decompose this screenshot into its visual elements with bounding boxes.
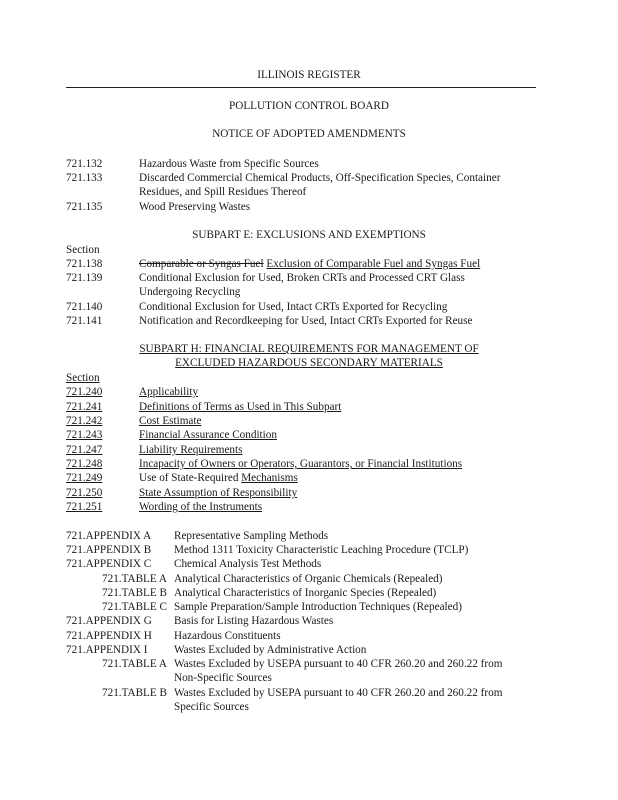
table-label: 721.TABLE C [102, 601, 167, 613]
appendix-title: Chemical Analysis Test Methods [174, 558, 322, 570]
section-title: Conditional Exclusion for Used, Broken CRTs and Processed CRT Glass [139, 272, 465, 284]
appendix-label: 721.APPENDIX C [66, 558, 152, 570]
section-number: 721.251 [66, 501, 103, 513]
table-title-line2: Specific Sources [174, 701, 249, 713]
section-title-plain: Use of State-Required [139, 472, 242, 484]
section-title: Applicability [139, 386, 199, 398]
section-number: 721.249 [66, 472, 103, 484]
appendix-title: Representative Sampling Methods [174, 530, 329, 542]
section-number: 721.135 [66, 201, 103, 213]
section-number: 721.138 [66, 258, 103, 270]
table-title: Analytical Characteristics of Inorganic Species (Repealed) [174, 587, 437, 599]
section-number: 721.140 [66, 301, 103, 313]
section-title: Wood Preserving Wastes [139, 201, 251, 213]
section-number: 721.247 [66, 444, 103, 456]
appendix-label: 721.APPENDIX G [66, 615, 152, 627]
table-title: Wastes Excluded by USEPA pursuant to 40 CFR 260.20 and 260.22 from [174, 687, 503, 699]
inserted-text: Mechanisms [241, 472, 298, 484]
table-label: 721.TABLE B [102, 587, 167, 599]
section-title: Incapacity of Owners or Operators, Guarantors, or Financial Institutions [139, 458, 463, 470]
table-label: 721.TABLE A [102, 573, 167, 585]
appendix-title: Hazardous Constituents [174, 630, 281, 642]
section-number: 721.139 [66, 272, 103, 284]
table-title: Analytical Characteristics of Organic Chemicals (Repealed) [174, 573, 443, 585]
subpart-h-heading: SUBPART H: FINANCIAL REQUIREMENTS FOR MANAGEMENT OF [139, 343, 479, 355]
table-title: Sample Preparation/Sample Introduction Techniques (Repealed) [174, 601, 462, 613]
struck-text: Comparable or Syngas Fuel [139, 258, 264, 270]
section-title: Conditional Exclusion for Used, Intact CRTs Exported for Recycling [139, 301, 448, 313]
section-title: Wording of the Instruments [139, 501, 263, 513]
table-title: Wastes Excluded by USEPA pursuant to 40 CFR 260.20 and 260.22 from [174, 658, 503, 670]
appendix-title: Method 1311 Toxicity Characteristic Leaching Procedure (TCLP) [174, 544, 469, 556]
section-number: 721.132 [66, 158, 103, 170]
appendix-label: 721.APPENDIX A [66, 530, 152, 542]
section-title: State Assumption of Responsibility [139, 487, 298, 499]
section-label: Section [66, 244, 100, 256]
section-title: Liability Requirements [139, 444, 243, 456]
appendix-label: 721.APPENDIX I [66, 644, 148, 656]
section-title: Hazardous Waste from Specific Sources [139, 158, 319, 170]
table-label: 721.TABLE A [102, 658, 167, 670]
section-title: Cost Estimate [139, 415, 202, 427]
table-label: 721.TABLE B [102, 687, 167, 699]
section-number: 721.133 [66, 172, 103, 184]
section-title-line2: Undergoing Recycling [139, 286, 241, 298]
appendix-title: Basis for Listing Hazardous Wastes [174, 615, 334, 627]
subpart-h-heading-line2: EXCLUDED HAZARDOUS SECONDARY MATERIALS [175, 357, 443, 369]
section-title [139, 471, 298, 485]
section-number: 721.241 [66, 401, 103, 413]
header-rule [66, 87, 536, 88]
section-number: 721.243 [66, 429, 103, 441]
section-number: 721.141 [66, 315, 103, 327]
notice-title: NOTICE OF ADOPTED AMENDMENTS [212, 128, 406, 140]
section-number: 721.248 [66, 458, 103, 470]
section-title [139, 257, 480, 271]
subpart-e-heading: SUBPART E: EXCLUSIONS AND EXEMPTIONS [192, 229, 426, 241]
appendix-label: 721.APPENDIX H [66, 630, 152, 642]
board-title: POLLUTION CONTROL BOARD [229, 100, 389, 112]
section-number: 721.242 [66, 415, 103, 427]
appendix-title: Wastes Excluded by Administrative Action [174, 644, 367, 656]
section-title: Notification and Recordkeeping for Used, Intact CRTs Exported for Reuse [139, 315, 473, 327]
section-number: 721.250 [66, 487, 103, 499]
appendix-label: 721.APPENDIX B [66, 544, 152, 556]
section-title-line2: Residues, and Spill Residues Thereof [139, 186, 307, 198]
section-label: Section [66, 372, 100, 384]
section-title: Definitions of Terms as Used in This Subpart [139, 401, 342, 413]
table-title-line2: Non-Specific Sources [174, 672, 272, 684]
inserted-text: Exclusion of Comparable Fuel and Syngas Fuel [266, 258, 481, 270]
section-title: Financial Assurance Condition [139, 429, 277, 441]
section-title: Discarded Commercial Chemical Products, Off-Specification Species, Container [139, 172, 501, 184]
register-title: ILLINOIS REGISTER [257, 69, 361, 81]
section-number: 721.240 [66, 386, 103, 398]
